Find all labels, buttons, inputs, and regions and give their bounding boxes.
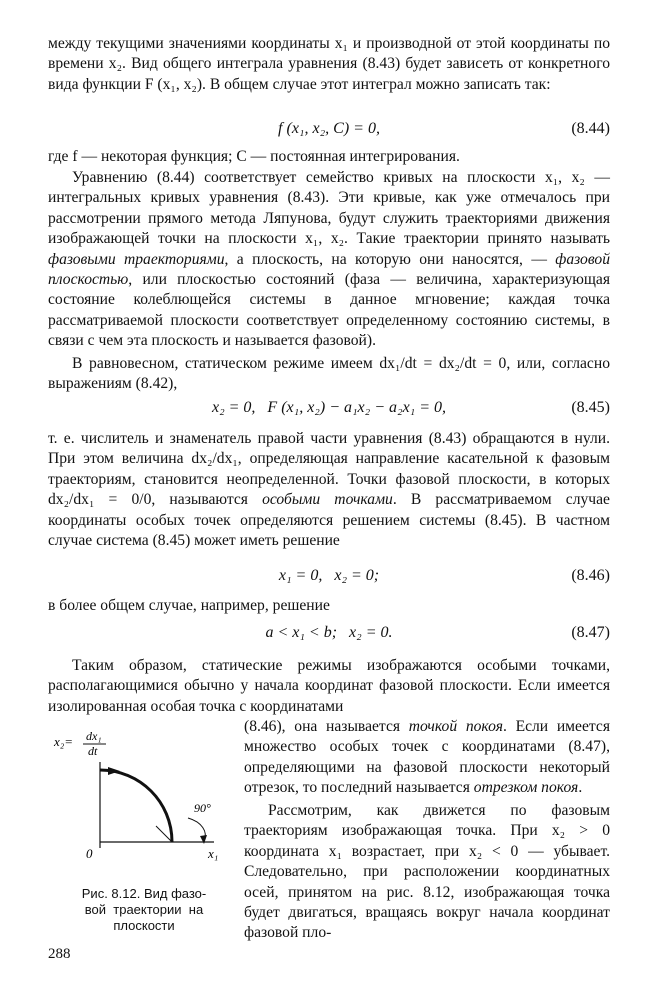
paragraph-3-text-2: , а плоскость, на которую они наносятся, —: [224, 250, 556, 268]
paragraph-3-text: Уравнению (8.44) соответствует семейство кривых на плоскости x₁, x₂ — интегральных кривых уравнения (8.43). Эти кривые, как уже отмечалось при рассмотрении прямого метода Ляпунова, будут служить траекториями движения изображающей точки на плоскости x₁, x₂. Такие траектории принято называть: [48, 169, 610, 248]
paragraph-2: где f — некоторая функция; C — постоянная интегрирования.: [48, 148, 460, 165]
paragraph-7-text-2: . Если имеется множество особых точек с координатами (8.47), определяющими на фазовой плоскости некоторый отрезок, то последний называется: [244, 718, 610, 797]
equation-formula: a < x₁ < b; x₂ = 0.: [265, 624, 393, 641]
equation-8-44: [48, 118, 610, 140]
caption-line-2: вой траектории на: [84, 902, 204, 917]
equation-number: (8.45): [571, 399, 610, 416]
term-singular-points: особыми точками: [262, 491, 393, 509]
paragraph-7-text-3: .: [578, 779, 583, 797]
equation-8-46: [48, 565, 610, 587]
angle-label: 90°: [194, 801, 211, 815]
phase-trajectory-figure: [52, 730, 232, 878]
caption-line-3: плоскости: [113, 918, 175, 933]
angle-arrowhead: [200, 835, 207, 844]
paragraph-5-text: т. е. числитель и знаменатель правой части уравнения (8.43) обращаются в нули. При этом величина dx₂/dx₁, определяющая направление касательной к фазовым траекториям, становится неопределенной. Точки фазовой плоскости, в которых dx₂/dx₁ = 0/0, называются: [48, 430, 610, 509]
caption-line-1: Рис. 8.12. Вид фазо-: [81, 886, 207, 901]
paragraph-1: между текущими значениями координаты x₁ и производной от этой координаты по времени x₂. Вид общего интеграла уравнения (8.43) будет зависеть от конкретного вида функции F (x₁, x₂). В общем случае этот интеграл можно записать так:: [48, 35, 610, 93]
term-rest-segment: отрезком покоя: [473, 779, 579, 797]
equation-formula: x₂ = 0, F (x₁, x₂) − a₁x₂ − a₂x₁ = 0,: [211, 399, 447, 416]
page-number: 288: [48, 946, 71, 962]
paragraph-7-text: (8.46), она называется: [244, 718, 409, 735]
figure-caption: [52, 886, 236, 934]
equation-formula: x₁ = 0, x₂ = 0;: [278, 567, 380, 584]
paragraph-5: [48, 429, 610, 551]
equation-number: (8.46): [571, 567, 610, 584]
equation-8-47: [48, 622, 610, 644]
equation-number: (8.47): [571, 624, 610, 641]
equation-number: (8.44): [571, 120, 610, 137]
paragraph-6: в более общем случае, например, решение: [48, 597, 330, 614]
term-phase-plane: фазовой плоскостью: [48, 250, 610, 289]
y-axis-label-denominator: dt: [88, 744, 98, 758]
paragraph-3-text-3: , или плоскостью состояний (фаза — величина, характеризующая состояние колеблющейся системы в данное мгновение; каждая точка рассматриваемой плоскости соответствует определенному состоянию системы, в связи с чем эта плоскость и называется фазовой).: [48, 271, 610, 350]
x-axis-label: x₁: [208, 846, 219, 861]
paragraph-4: В равновесном, статическом режиме имеем dx₁/dt = dx₂/dt = 0, или, согласно выражениям (8.42),: [48, 355, 610, 393]
paragraph-7: Таким образом, статические режимы изображаются особыми точками, располагающимися обычно у начала координат фазовой плоскости. Если имеется изолированная особая точка с координатами: [48, 657, 610, 715]
term-phase-trajectories: фазовыми траекториями: [48, 250, 225, 268]
paragraph-7-column: [244, 717, 610, 799]
paragraph-3: [48, 168, 610, 352]
term-rest-point: точкой покоя: [408, 718, 503, 735]
paragraph-5-text-2: . В рассматриваемом случае координаты особых точек определяются решением системы (8.45). В частном случае система (8.45) может иметь решение: [48, 491, 610, 550]
equation-formula: f (x₁, x₂, C) = 0,: [278, 120, 380, 137]
paragraph-8: Рассмотрим, как движется по фазовым траекториям изображающая точка. При x₂ > 0 координата x₁ возрастает, при x₂ < 0 — убывает. Следовательно, при расположении координатных осей, принятом на рис. 8.12, изображающая точка будет двигаться, вращаясь вокруг начала координат фазовой пло-: [244, 802, 610, 942]
origin-label: 0: [86, 846, 93, 861]
y-axis-label-lhs: x₂=: [54, 734, 74, 749]
y-axis-label-numerator: dx₁: [86, 730, 102, 743]
equation-8-45: [48, 397, 610, 419]
trajectory-arrowhead: [108, 767, 120, 775]
